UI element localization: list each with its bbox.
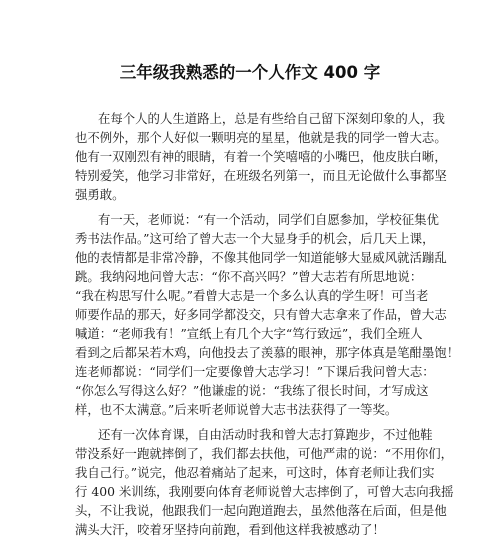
paragraph-line: 看到之后都呆若木鸡，向他投去了羡慕的眼神，那字体真是笔酣墨饱！: [75, 345, 460, 360]
paragraph-line: 还有一次体育课，自由活动时我和曾大志打算跑步，不过他鞋: [98, 427, 433, 442]
paragraph-line: 我自己行。”说完，他忍着痛站了起来，可这时，体育老师让我们实: [75, 465, 435, 480]
paragraph-line: 特别爱笑，他学习非常好，在班级名列第一，而且无论做什么事都坚: [75, 168, 447, 183]
paragraph-line: 也不例外，那个人好似一颗明亮的星星，他就是我的同学一曾大志。: [75, 130, 447, 145]
paragraph-line: 连老师都说：“同学们一定要像曾大志学习！”下课后我问曾大志：: [75, 364, 435, 379]
paragraph-line: 样，也不太满意。”后来听老师说曾大志书法获得了一等奖。: [75, 402, 398, 417]
paragraph-line: 秀书法作品。”这可给了曾大志一个大显身手的机会，后几天上课，: [75, 231, 435, 246]
paragraph-line: 满头大汗，咬着牙坚持向前跑，看到他这样我被感动了！: [75, 522, 385, 537]
document-title: 三年级我熟悉的一个人作文 400 字: [119, 63, 381, 82]
paragraph-line: 在每个人的人生道路上，总是有些给自己留下深刻印象的人，我: [98, 111, 445, 126]
paragraph-line: “你怎么写得这么好？”他谦虚的说：“我练了很长时间，才写成这: [75, 383, 429, 398]
paragraph-line: 头，不让我说，他跟我们一起向跑道跑去，虽然他落在后面，但是他: [75, 503, 447, 518]
paragraph-line: 带没系好一跑就摔倒了，我们都去扶他，可他严肃的说：“不用你们，: [75, 446, 454, 461]
paragraph-line: 师要作品的那天，好多同学都没交，只有曾大志拿来了作品，曾大志: [75, 307, 447, 322]
paragraph-line: 喊道：“老师我有！”宣纸上有几个大字“笃行致远”，我们全班人: [75, 326, 423, 341]
paragraph-line: “我在构思写什么呢。”看曾大志是一个多么认真的学生呀！可当老: [75, 288, 429, 303]
paragraph-line: 行 400 米训练，我刚要向体育老师说曾大志摔倒了，可曾大志向我摇: [75, 484, 454, 499]
paragraph-line: 有一天，老师说：“有一个活动，同学们自愿参加，学校征集优: [98, 212, 439, 227]
paragraph-line: 跳。我纳闷地问曾大志：“你不高兴吗？”曾大志若有所思地说：: [75, 269, 423, 284]
paragraph-line: 他的表情都是非常冷静，不像其他同学一知道能够大显威风就活蹦乱: [75, 250, 447, 265]
paragraph-line: 他有一双刚烈有神的眼睛，有着一个笑嘻嘻的小嘴巴，他皮肤白晰，: [75, 149, 447, 164]
paragraph-line: 强勇敢。: [75, 187, 125, 202]
